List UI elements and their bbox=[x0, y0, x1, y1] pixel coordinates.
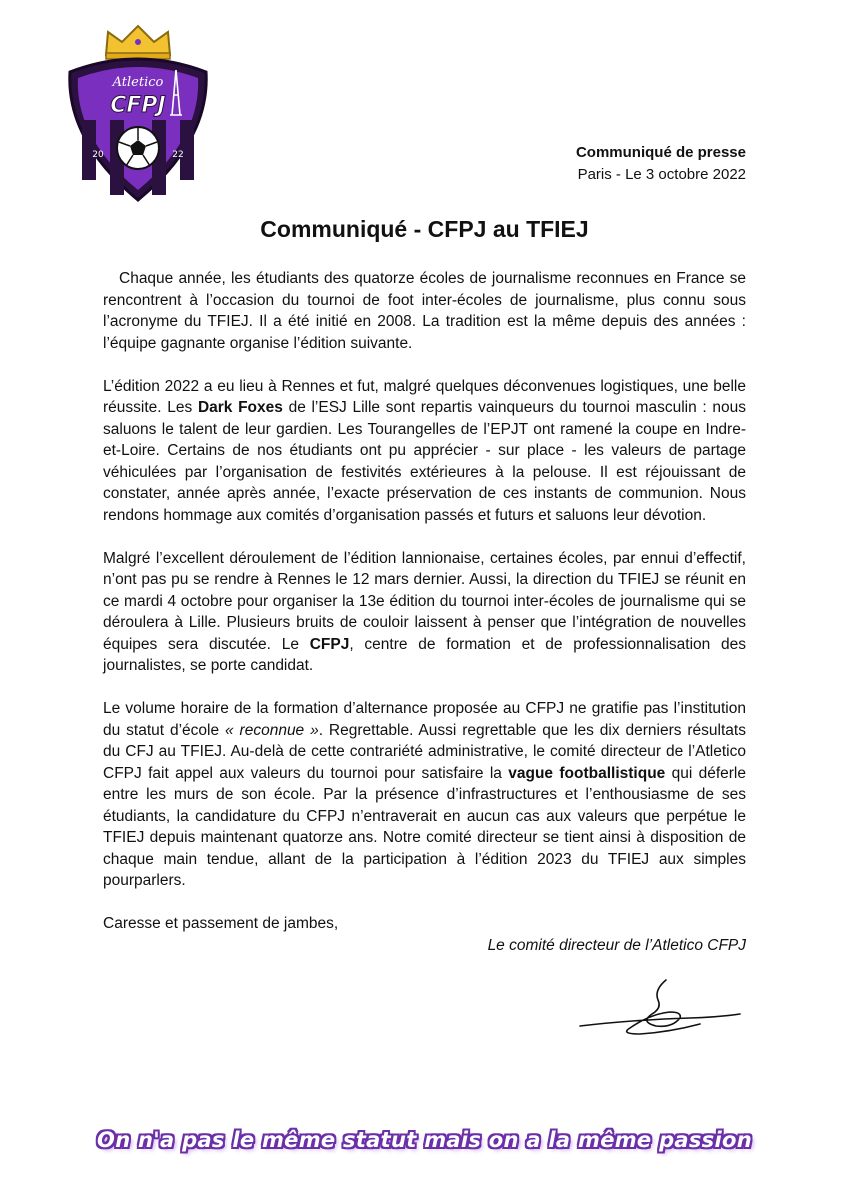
cfpj-emphasis: CFPJ bbox=[309, 635, 350, 653]
closing-line: Caresse et passement de jambes, bbox=[103, 915, 339, 932]
crown-icon bbox=[106, 26, 170, 59]
crest-year-right: 22 bbox=[172, 150, 184, 160]
club-crest-logo bbox=[58, 20, 218, 205]
crest-name-top: Atletico bbox=[112, 75, 164, 90]
handwritten-signature bbox=[570, 968, 750, 1048]
dark-foxes-emphasis: Dark Foxes bbox=[197, 399, 283, 416]
reconnue-emphasis: « reconnue » bbox=[225, 721, 319, 739]
footer-motto: On n'a pas le même statut mais on a la même passion bbox=[97, 1128, 752, 1152]
crest-name-main: CFPJ bbox=[110, 93, 166, 118]
document-body bbox=[103, 268, 746, 956]
vague-emphasis: vague footballistique bbox=[508, 764, 666, 782]
paragraph-3: Malgré l’excellent déroulement de l’édition lannionaise, certaines écoles, par ennui d’effectif, n’ont pas pu se rendre à Rennes le 12 mars dernier. Aussi, la direction du TFIEJ se réunit en ce mardi 4 octobre pour organiser la 13e édition du tournoi inter-écoles de journalisme qui se déroulera à Lille. Plusieurs bruits de couloir laissent à penser que l’intégration de nouvelles équipes sera discutée. Le CFPJ, centre de formation et de professionnalisation des journalistes, se porte candidat. bbox=[103, 549, 747, 674]
soccer-ball-icon bbox=[117, 127, 159, 169]
dateline: Paris - Le 3 octobre 2022 bbox=[577, 166, 746, 183]
document-title: Communiqué - CFPJ au TFIEJ bbox=[260, 216, 589, 242]
paragraph-4: Le volume horaire de la formation d’alternance proposée au CFPJ ne gratifie pas l’institution du statut d’école « reconnue ». Regrettable. Aussi regrettable que les dix derniers résultats du CFJ au TFIEJ. Au-delà de cette contrariété administrative, le comité directeur de l’Atletico CFPJ fait appel aux valeurs du tournoi pour satisfaire la vague footballistique qui déferle entre les murs de son école. Par la présence d’infrastructures et l’enthousiasme de ses étudiants, la candidature du CFPJ n’entraverait en aucun cas aux valeurs que perpétue le TFIEJ depuis maintenant quatorze ans. Notre comité directeur se tient ainsi à disposition de chaque main tendue, allant de la participation à l’édition 2023 du TFIEJ aux simples pourparlers. bbox=[103, 700, 746, 889]
paragraph-1: Chaque année, les étudiants des quatorze écoles de journalisme reconnues en France se rencontrent à l’occasion du tournoi de foot inter-écoles de journalisme, plus connu sous l’acronyme du TFIEJ. Il a été initié en 2008. La tradition est la même depuis des années : l’équipe gagnante organise l’édition suivante. bbox=[103, 270, 746, 352]
paragraph-2: L’édition 2022 a eu lieu à Rennes et fut, malgré quelques déconvenues logistiques, une belle réussite. Les Dark Foxes de l’ESJ Lille sont repartis vainqueurs du tournoi masculin : nous saluons le talent de leur gardien. Les Tourangelles de l’EPJT ont ramené la coupe en Indre-et-Loire. Certains de nos étudiants ont pu apprécier - sur place - les valeurs de partage véhiculées par l’organisation de festivités extérieures à la pelouse. Il est réjouissant de constater, année après année, l’exacte préservation de ces instants de communion. Nous rendons hommage aux comités d’organisation passés et futurs et saluons leur dévotion. bbox=[103, 377, 746, 524]
crest-year-left: 20 bbox=[92, 150, 104, 160]
press-release-label: Communiqué de presse bbox=[575, 144, 746, 161]
press-header bbox=[576, 142, 746, 186]
committee-signoff: Le comité directeur de l’Atletico CFPJ bbox=[487, 937, 746, 954]
